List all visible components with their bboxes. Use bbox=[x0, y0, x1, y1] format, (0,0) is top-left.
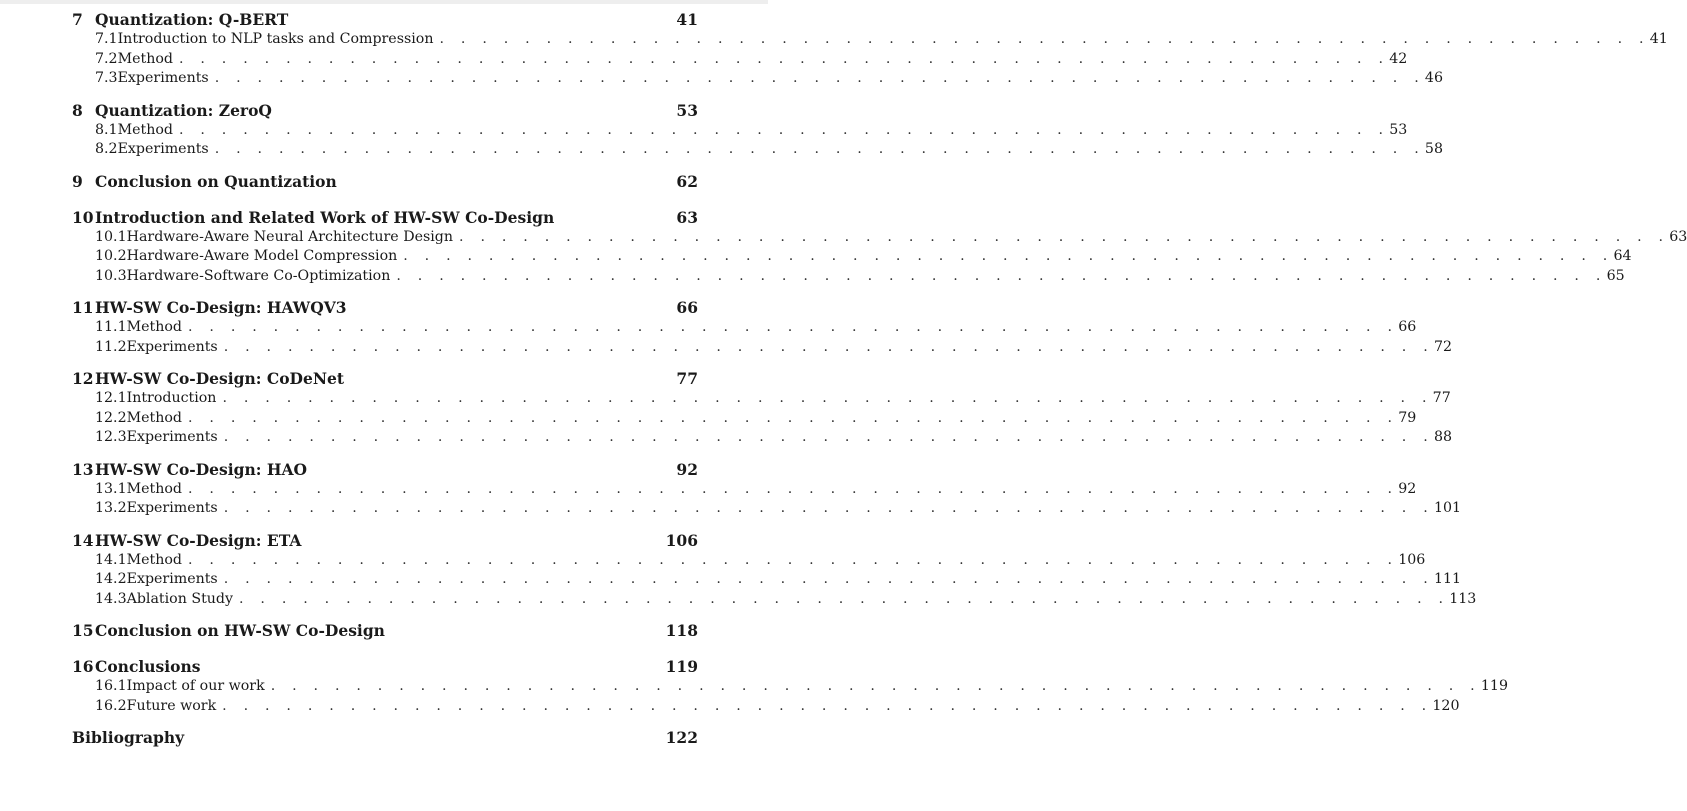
chapter-entry[interactable] bbox=[72, 10, 698, 30]
section-number: 8.1 bbox=[95, 121, 118, 138]
section-page-number: 113 bbox=[1449, 590, 1477, 607]
section-number: 14.2 bbox=[95, 571, 127, 587]
section-page-number: 88 bbox=[1433, 429, 1452, 445]
section-title: Future work bbox=[126, 697, 217, 714]
section-number: 7.1 bbox=[95, 31, 118, 47]
section-title: Experiments bbox=[117, 141, 209, 157]
chapter-title: Bibliography bbox=[72, 728, 185, 747]
dot-leader: . . . . . . . . . . . . . . . . . . . . . . . . . . . . . . . . . . . . . . . . . . . . . . . . . . . . . . . . . bbox=[222, 390, 1433, 406]
dot-leader: . . . . . . . . . . . . . . . . . . . . . . . . . . . . . . . . . . . . . . . . . . . . . . . . . . . . . . . . . bbox=[439, 31, 1650, 47]
section-page-number: 106 bbox=[1398, 551, 1426, 568]
chapter-entry[interactable] bbox=[72, 621, 698, 641]
toc-chapter bbox=[72, 207, 1687, 287]
section-page-number: 53 bbox=[1389, 121, 1408, 138]
chapter-page-number: 92 bbox=[676, 459, 698, 479]
toc-chapter bbox=[72, 10, 1668, 89]
toc-chapter bbox=[72, 298, 1452, 357]
section-title: Hardware-Software Co-Optimization bbox=[126, 267, 391, 284]
chapter-title: Conclusions bbox=[95, 657, 201, 676]
dot-leader: . . . . . . . . . . . . . . . . . . . . . . . . . . . . . . . . . . . . . . . . . . . . . . . . . . . . . . . . . bbox=[178, 50, 1390, 67]
chapter-title: Conclusion on Quantization bbox=[95, 171, 337, 191]
section-title: Introduction to NLP tasks and Compression bbox=[117, 31, 434, 47]
section-title: Experiments bbox=[126, 429, 218, 445]
chapter-page-number: 118 bbox=[665, 621, 698, 640]
toc-chapter bbox=[72, 728, 698, 748]
top-edge-bar bbox=[0, 0, 768, 4]
chapter-title: HW-SW Co-Design: ETA bbox=[95, 530, 302, 550]
chapter-number: 15 bbox=[72, 621, 94, 640]
section-number: 7.3 bbox=[95, 70, 118, 86]
section-page-number: 79 bbox=[1398, 409, 1417, 426]
toc-chapter bbox=[72, 100, 1443, 160]
section-number: 16.2 bbox=[95, 697, 127, 714]
section-title: Method bbox=[126, 480, 182, 497]
dot-leader: . . . . . . . . . . . . . . . . . . . . . . . . . . . . . . . . . . . . . . . . . . . . . . . . . . . . . . . . . bbox=[223, 571, 1434, 587]
section-number: 12.2 bbox=[95, 409, 127, 426]
chapter-title: HW-SW Co-Design: CoDeNet bbox=[95, 369, 345, 388]
dot-leader: . . . . . . . . . . . . . . . . . . . . . . . . . . . . . . . . . . . . . . . . . . . . . . . . . . . . . . . . . bbox=[187, 319, 1399, 335]
section-number: 10.3 bbox=[95, 267, 127, 284]
section-page-number: 111 bbox=[1433, 571, 1462, 587]
section-title: Method bbox=[126, 319, 182, 335]
section-title: Introduction bbox=[126, 390, 217, 406]
section-number: 14.3 bbox=[95, 590, 127, 607]
section-page-number: 63 bbox=[1669, 228, 1687, 245]
section-page-number: 66 bbox=[1398, 319, 1417, 335]
section-entry[interactable] bbox=[72, 121, 1408, 141]
chapter-title: Quantization: ZeroQ bbox=[95, 100, 272, 120]
chapter-number: 8 bbox=[72, 100, 83, 120]
section-number: 12.3 bbox=[95, 429, 127, 445]
chapter-page-number: 106 bbox=[665, 530, 698, 550]
section-entry[interactable] bbox=[72, 30, 1668, 50]
section-title: Method bbox=[117, 121, 173, 138]
section-entry[interactable] bbox=[72, 140, 1443, 160]
dot-leader: . . . . . . . . . . . . . . . . . . . . . . . . . . . . . . . . . . . . . . . . . . . . . . . . . . . . . . . . . bbox=[223, 338, 1434, 355]
chapter-page-number: 62 bbox=[676, 171, 698, 191]
chapter-page-number: 53 bbox=[676, 100, 698, 120]
chapter-entry[interactable] bbox=[72, 460, 698, 480]
section-page-number: 120 bbox=[1432, 697, 1460, 714]
chapter-entry[interactable] bbox=[72, 172, 698, 192]
section-title: Hardware-Aware Neural Architecture Design bbox=[126, 228, 454, 245]
section-entry[interactable] bbox=[72, 499, 1462, 519]
dot-leader: . . . . . . . . . . . . . . . . . . . . . . . . . . . . . . . . . . . . . . . . . . . . . . . . . . . . . . . . . bbox=[187, 409, 1399, 426]
chapter-title: Introduction and Related Work of HW-SW Co-Design bbox=[95, 207, 555, 227]
chapter-number: 10 bbox=[72, 207, 94, 227]
chapter-title: HW-SW Co-Design: HAWQV3 bbox=[95, 298, 347, 317]
section-number: 11.2 bbox=[95, 338, 127, 355]
section-title: Method bbox=[117, 50, 173, 67]
section-entry[interactable] bbox=[72, 570, 1462, 590]
section-entry[interactable] bbox=[72, 677, 1508, 697]
chapter-page-number: 122 bbox=[665, 728, 698, 747]
chapter-number: 16 bbox=[72, 657, 94, 676]
toc-chapter bbox=[72, 369, 1452, 448]
toc-chapter bbox=[72, 530, 1477, 610]
section-entry[interactable] bbox=[72, 389, 1451, 409]
dot-leader: . . . . . . . . . . . . . . . . . . . . . . . . . . . . . . . . . . . . . . . . . . . . . . . . . . . . . . . . . bbox=[396, 267, 1607, 284]
section-number: 10.1 bbox=[95, 228, 127, 245]
dot-leader: . . . . . . . . . . . . . . . . . . . . . . . . . . . . . . . . . . . . . . . . . . . . . . . . . . . . . . . . . bbox=[403, 248, 1614, 264]
section-entry[interactable] bbox=[72, 551, 1426, 571]
chapter-title: Conclusion on HW-SW Co-Design bbox=[95, 621, 385, 640]
section-entry[interactable] bbox=[72, 267, 1625, 287]
section-title: Experiments bbox=[126, 500, 218, 516]
toc-chapter bbox=[72, 657, 1508, 716]
section-page-number: 92 bbox=[1398, 480, 1417, 497]
chapter-page-number: 119 bbox=[665, 657, 698, 676]
section-entry[interactable] bbox=[72, 480, 1417, 500]
section-entry[interactable] bbox=[72, 338, 1452, 358]
section-entry[interactable] bbox=[72, 590, 1477, 610]
section-page-number: 101 bbox=[1433, 500, 1462, 516]
toc-chapter bbox=[72, 172, 698, 192]
section-title: Ablation Study bbox=[126, 590, 233, 607]
toc-chapter bbox=[72, 621, 698, 641]
chapter-number: 9 bbox=[72, 171, 83, 191]
section-entry[interactable] bbox=[72, 428, 1452, 448]
chapter-page-number: 66 bbox=[676, 298, 698, 317]
dot-leader: . . . . . . . . . . . . . . . . . . . . . . . . . . . . . . . . . . . . . . . . . . . . . . . . . . . . . . . . . bbox=[214, 141, 1425, 157]
section-entry[interactable] bbox=[72, 69, 1443, 89]
section-page-number: 119 bbox=[1480, 678, 1508, 694]
section-number: 12.1 bbox=[95, 390, 127, 406]
section-entry[interactable] bbox=[72, 50, 1408, 70]
chapter-page-number: 63 bbox=[676, 207, 698, 227]
section-number: 7.2 bbox=[95, 50, 118, 67]
dot-leader: . . . . . . . . . . . . . . . . . . . . . . . . . . . . . . . . . . . . . . . . . . . . . . . . . . . . . . . . . bbox=[223, 500, 1434, 516]
section-number: 10.2 bbox=[95, 248, 127, 264]
section-title: Hardware-Aware Model Compression bbox=[126, 248, 398, 264]
section-number: 11.1 bbox=[95, 319, 127, 335]
section-page-number: 46 bbox=[1424, 70, 1443, 86]
chapter-number: 7 bbox=[72, 10, 83, 29]
dot-leader: . . . . . . . . . . . . . . . . . . . . . . . . . . . . . . . . . . . . . . . . . . . . . . . . . . . . . . . . . bbox=[223, 429, 1434, 445]
chapter-page-number: 41 bbox=[676, 10, 698, 29]
section-page-number: 42 bbox=[1389, 50, 1408, 67]
chapter-page-number: 77 bbox=[676, 369, 698, 388]
chapter-title: HW-SW Co-Design: HAO bbox=[95, 459, 308, 479]
section-page-number: 77 bbox=[1432, 390, 1451, 406]
section-number: 16.1 bbox=[95, 678, 127, 694]
section-title: Method bbox=[126, 551, 182, 568]
toc-chapter bbox=[72, 459, 1462, 519]
chapter-number: 13 bbox=[72, 459, 94, 479]
chapter-entry[interactable] bbox=[72, 369, 698, 389]
section-title: Impact of our work bbox=[126, 678, 265, 694]
section-page-number: 64 bbox=[1613, 248, 1632, 264]
chapter-entry[interactable] bbox=[72, 101, 698, 121]
section-title: Method bbox=[126, 409, 182, 426]
dot-leader: . . . . . . . . . . . . . . . . . . . . . . . . . . . . . . . . . . . . . . . . . . . . . . . . . . . . . . . . . bbox=[222, 697, 1433, 714]
chapter-number: 14 bbox=[72, 530, 94, 550]
section-entry[interactable] bbox=[72, 409, 1417, 429]
table-of-contents bbox=[72, 10, 1687, 764]
section-page-number: 41 bbox=[1649, 31, 1668, 47]
section-number: 14.1 bbox=[95, 551, 127, 568]
dot-leader: . . . . . . . . . . . . . . . . . . . . . . . . . . . . . . . . . . . . . . . . . . . . . . . . . . . . . . . . . bbox=[187, 551, 1399, 568]
dot-leader: . . . . . . . . . . . . . . . . . . . . . . . . . . . . . . . . . . . . . . . . . . . . . . . . . . . . . . . . . bbox=[239, 590, 1450, 607]
section-page-number: 58 bbox=[1424, 141, 1443, 157]
section-number: 13.2 bbox=[95, 500, 127, 516]
section-page-number: 72 bbox=[1433, 338, 1452, 355]
section-title: Experiments bbox=[126, 571, 218, 587]
dot-leader: . . . . . . . . . . . . . . . . . . . . . . . . . . . . . . . . . . . . . . . . . . . . . . . . . . . . . . . . . bbox=[270, 678, 1481, 694]
chapter-number: 12 bbox=[72, 369, 94, 388]
chapter-entry[interactable] bbox=[72, 298, 698, 318]
section-entry[interactable] bbox=[72, 228, 1687, 248]
section-title: Experiments bbox=[126, 338, 218, 355]
chapter-title: Quantization: Q-BERT bbox=[95, 10, 289, 29]
chapter-entry[interactable] bbox=[72, 657, 698, 677]
chapter-entry[interactable] bbox=[72, 728, 698, 748]
section-number: 13.1 bbox=[95, 480, 127, 497]
section-entry[interactable] bbox=[72, 318, 1417, 338]
dot-leader: . . . . . . . . . . . . . . . . . . . . . . . . . . . . . . . . . . . . . . . . . . . . . . . . . . . . . . . . . bbox=[214, 70, 1425, 86]
section-page-number: 65 bbox=[1606, 267, 1625, 284]
dot-leader: . . . . . . . . . . . . . . . . . . . . . . . . . . . . . . . . . . . . . . . . . . . . . . . . . . . . . . . . . bbox=[187, 480, 1399, 497]
section-entry[interactable] bbox=[72, 247, 1632, 267]
chapter-number: 11 bbox=[72, 298, 94, 317]
section-title: Experiments bbox=[117, 70, 209, 86]
section-number: 8.2 bbox=[95, 141, 118, 157]
dot-leader: . . . . . . . . . . . . . . . . . . . . . . . . . . . . . . . . . . . . . . . . . . . . . . . . . . . . . . . . . bbox=[178, 121, 1390, 138]
chapter-entry[interactable] bbox=[72, 531, 698, 551]
dot-leader: . . . . . . . . . . . . . . . . . . . . . . . . . . . . . . . . . . . . . . . . . . . . . . . . . . . . . . . . . bbox=[459, 228, 1670, 245]
chapter-entry[interactable] bbox=[72, 208, 698, 228]
section-entry[interactable] bbox=[72, 697, 1460, 717]
